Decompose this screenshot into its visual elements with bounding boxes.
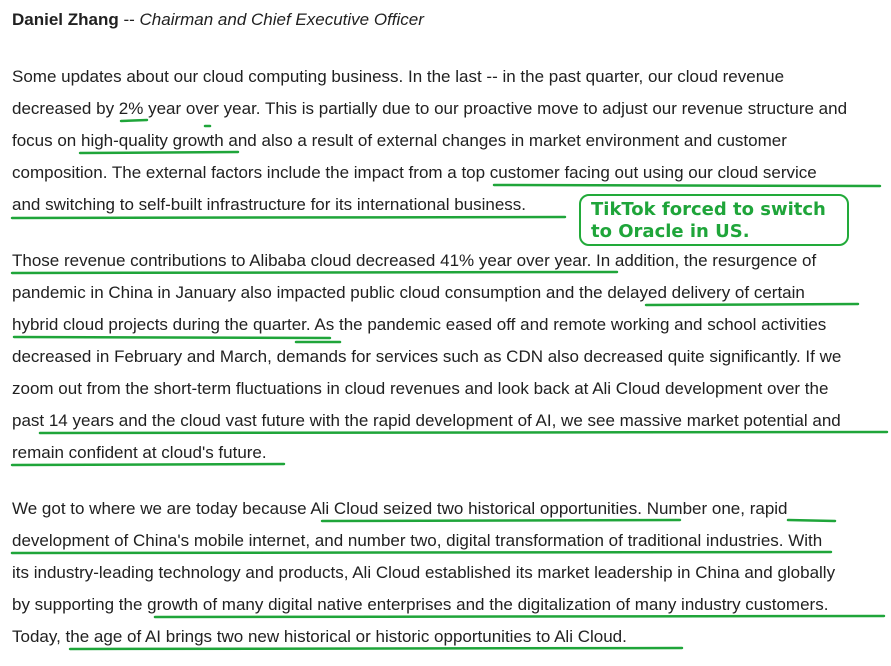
paragraph-2-line-1: Those revenue contributions to Alibaba cloud decreased 41% year over year. In addition, the resurgence of: [12, 251, 817, 270]
paragraph-3-line-3: its industry-leading technology and products, Ali Cloud established its market leadership in China and globally: [12, 563, 836, 582]
paragraph-2-line-7: remain confident at cloud's future.: [12, 443, 267, 462]
underline-high-quality-growth: [80, 152, 238, 153]
underline-hybrid-cloud: [14, 337, 330, 338]
underline-growth-of-many: [155, 616, 884, 617]
underline-development: [12, 552, 831, 553]
speaker-header: [12, 10, 424, 30]
underline-delayed-delivery: [646, 304, 858, 305]
paragraph-2-line-4: decreased in February and March, demands for services such as CDN also decreased quite significantly. If we: [12, 347, 842, 366]
paragraph-2-line-6: past 14 years and the cloud vast future with the rapid development of AI, we see massive market potential and: [12, 411, 841, 430]
paragraph-1-line-5: and switching to self-built infrastructure for its international business.: [12, 195, 527, 214]
underline-remain-confident: [12, 464, 284, 465]
underline-2-percent: [121, 120, 147, 121]
annotation-callout: [579, 194, 849, 246]
paragraph-1-line-1: Some updates about our cloud computing business. In the last -- in the past quarter, our cloud revenue: [12, 67, 785, 86]
paragraph-3-line-1: We got to where we are today because Ali Cloud seized two historical opportunities. Number one, rapid: [12, 499, 788, 518]
speaker-separator: --: [118, 10, 140, 29]
annotation-line-1: TikTok forced to switch: [591, 199, 826, 220]
underline-revenue-contributions: [12, 272, 617, 273]
paragraph-3-line-5: Today, the age of AI brings two new historical or historic opportunities to Ali Cloud.: [12, 627, 627, 646]
paragraph-2-line-5: zoom out from the short-term fluctuations in cloud revenues and look back at Ali Cloud development over the: [12, 379, 829, 398]
underline-top-customer-1: [494, 185, 880, 186]
paragraph-1-line-4: composition. The external factors include the impact from a top customer facing out using our cloud service: [12, 163, 817, 182]
underline-top-customer-2: [12, 217, 565, 218]
paragraph-1-line-3: focus on high-quality growth and also a result of external changes in market environment and customer: [12, 131, 787, 150]
paragraph-2-line-2: pandemic in China in January also impacted public cloud consumption and the delayed delivery of certain: [12, 283, 805, 302]
paragraph-1-line-2: decreased by 2% year over year. This is partially due to our proactive move to adjust our revenue structure and: [12, 99, 848, 118]
underline-rapid: [788, 520, 835, 521]
underline-age-of-ai: [70, 648, 682, 649]
speaker-name: Daniel Zhang: [12, 10, 119, 29]
speaker-title: Chairman and Chief Executive Officer: [139, 10, 424, 29]
paragraph-3-line-2: development of China's mobile internet, and number two, digital transformation of traditional industries. With: [12, 531, 823, 550]
paragraph-2-line-3: hybrid cloud projects during the quarter. As the pandemic eased off and remote working and school activities: [12, 315, 827, 334]
annotation-line-2: to Oracle in US.: [591, 221, 750, 242]
underline-past-14-years: [40, 432, 887, 433]
paragraph-3-line-4: by supporting the growth of many digital native enterprises and the digitalization of many industry customers.: [12, 595, 829, 614]
underline-ali-cloud-seized: [322, 520, 680, 521]
